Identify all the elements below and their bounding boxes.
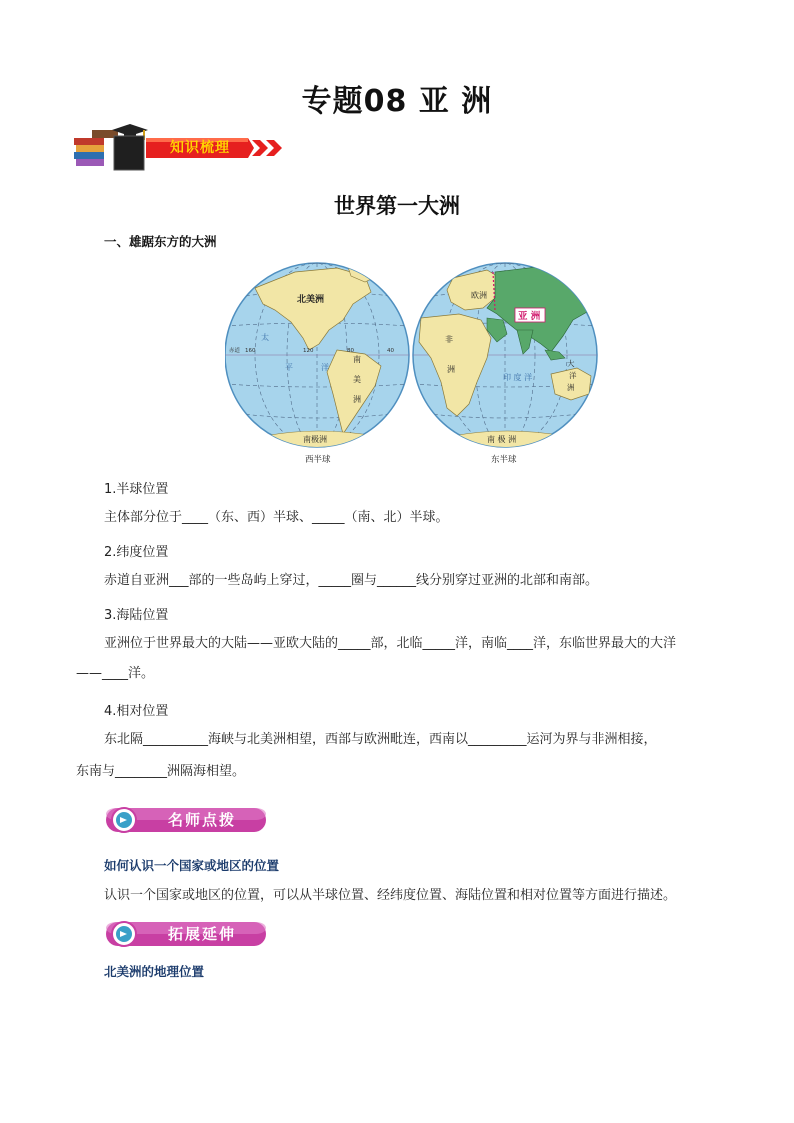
answer-blank[interactable]: __________: [143, 732, 209, 747]
text-segment: 洋，南临: [455, 636, 508, 651]
label-asia: 亚 洲: [518, 311, 541, 322]
text-segment: 东北隔: [104, 732, 144, 747]
tip-title: 如何认识一个国家或地区的位置: [104, 858, 280, 873]
teacher-tip-banner: [104, 804, 268, 840]
label-europe: 欧洲: [471, 291, 487, 300]
answer-blank[interactable]: ____: [102, 666, 128, 681]
answer-blank[interactable]: _____: [422, 636, 456, 651]
answer-blank[interactable]: ____: [182, 510, 209, 525]
label-africa-2: 洲: [447, 365, 455, 374]
item-1-line-1: [104, 502, 449, 534]
label-lon-120: 120: [303, 348, 314, 354]
text-segment: 线分别穿过亚洲的北部和南部。: [416, 573, 599, 588]
answer-blank[interactable]: _________: [468, 732, 527, 747]
label-antarctica-west: 南极洲: [303, 435, 327, 444]
label-lon-80: 80: [347, 348, 354, 354]
answer-blank[interactable]: _____: [318, 573, 352, 588]
eastern-hemisphere: [413, 263, 597, 465]
item-1-heading: 1.半球位置: [104, 482, 169, 497]
text-segment: 主体部分位于: [104, 510, 183, 525]
label-south-america-1: 南: [353, 355, 361, 364]
knowledge-banner: [72, 122, 287, 178]
item-4-line-2: [76, 756, 245, 788]
label-ocean-w-1: 太: [261, 333, 269, 342]
item-2-line-1: [104, 565, 598, 597]
hemisphere-map: [225, 258, 600, 472]
extension-banner: [104, 918, 268, 954]
text-segment: 赤道自亚洲: [104, 573, 170, 588]
subsection-title: 一、雄踞东方的大洲: [104, 234, 217, 249]
text-segment: 部的一些岛屿上穿过，: [188, 573, 319, 588]
answer-blank[interactable]: _____: [338, 636, 371, 651]
label-oceania-2: 洋: [569, 371, 577, 380]
label-ocean-w-2: 平: [285, 363, 293, 372]
label-africa-1: 非: [445, 335, 453, 344]
text-segment: 海峡与北美洲相望，西部与欧洲毗连，西南以: [208, 732, 469, 747]
extension-title: 北美洲的地理位置: [104, 964, 205, 979]
western-hemisphere: [225, 262, 409, 465]
label-north-america: 北美洲: [297, 295, 325, 305]
banner-label: 知识梳理: [170, 140, 230, 156]
text-segment: 洋，东临世界最大的大洋: [533, 636, 677, 651]
text-segment: 圈与: [351, 573, 378, 588]
text-segment: 运河为界与非洲相接，: [526, 732, 657, 747]
world-hemispheres-image: [225, 258, 600, 468]
label-ocean-w-3: 洋: [321, 363, 329, 372]
answer-blank[interactable]: ____: [507, 636, 534, 651]
tip-text: 认识一个国家或地区的位置，可以从半球位置、经纬度位置、海陆位置和相对位置等方面进行描述。: [104, 888, 677, 903]
label-antarctica-east: 南 极 洲: [487, 435, 517, 444]
document-title: 专题08 亚 洲: [301, 84, 493, 119]
label-equator: 赤道: [229, 348, 241, 354]
text-segment: （东、西）半球、: [208, 510, 313, 525]
section-title: 世界第一大洲: [334, 194, 460, 218]
answer-blank[interactable]: ______: [377, 573, 417, 588]
label-indian-ocean: 印 度 洋: [503, 373, 533, 382]
item-4-line-1: [104, 724, 657, 756]
label-south-america-2: 美: [353, 375, 361, 384]
caption-east: 东半球: [491, 455, 517, 465]
answer-blank[interactable]: ________: [115, 764, 168, 779]
item-3-line-1: [104, 628, 676, 660]
answer-blank[interactable]: _____: [312, 510, 345, 525]
text-segment: （南、北）半球。: [344, 510, 449, 525]
caption-west: 西半球: [305, 455, 331, 465]
text-segment: 东南与: [76, 764, 116, 779]
label-lon-160: 160: [245, 348, 256, 354]
item-4-heading: 4.相对位置: [104, 704, 169, 719]
text-segment: 洋。: [128, 666, 155, 681]
answer-blank[interactable]: ___: [169, 573, 189, 588]
text-segment: ——: [76, 666, 102, 681]
text-segment: 洲隔海相望。: [167, 764, 246, 779]
extension-banner-label: 拓展延伸: [167, 925, 236, 943]
text-segment: 亚洲位于世界最大的大陆——亚欧大陆的: [104, 636, 339, 651]
label-oceania-1: 大: [567, 359, 575, 368]
item-2-heading: 2.纬度位置: [104, 545, 169, 560]
item-3-line-2: [76, 658, 154, 690]
label-lon-40: 40: [387, 348, 394, 354]
item-3-heading: 3.海陆位置: [104, 608, 169, 623]
tip-banner-label: 名师点拨: [167, 811, 236, 829]
label-south-america-3: 洲: [353, 395, 361, 404]
text-segment: 部，北临: [370, 636, 423, 651]
label-oceania-3: 洲: [567, 383, 575, 392]
